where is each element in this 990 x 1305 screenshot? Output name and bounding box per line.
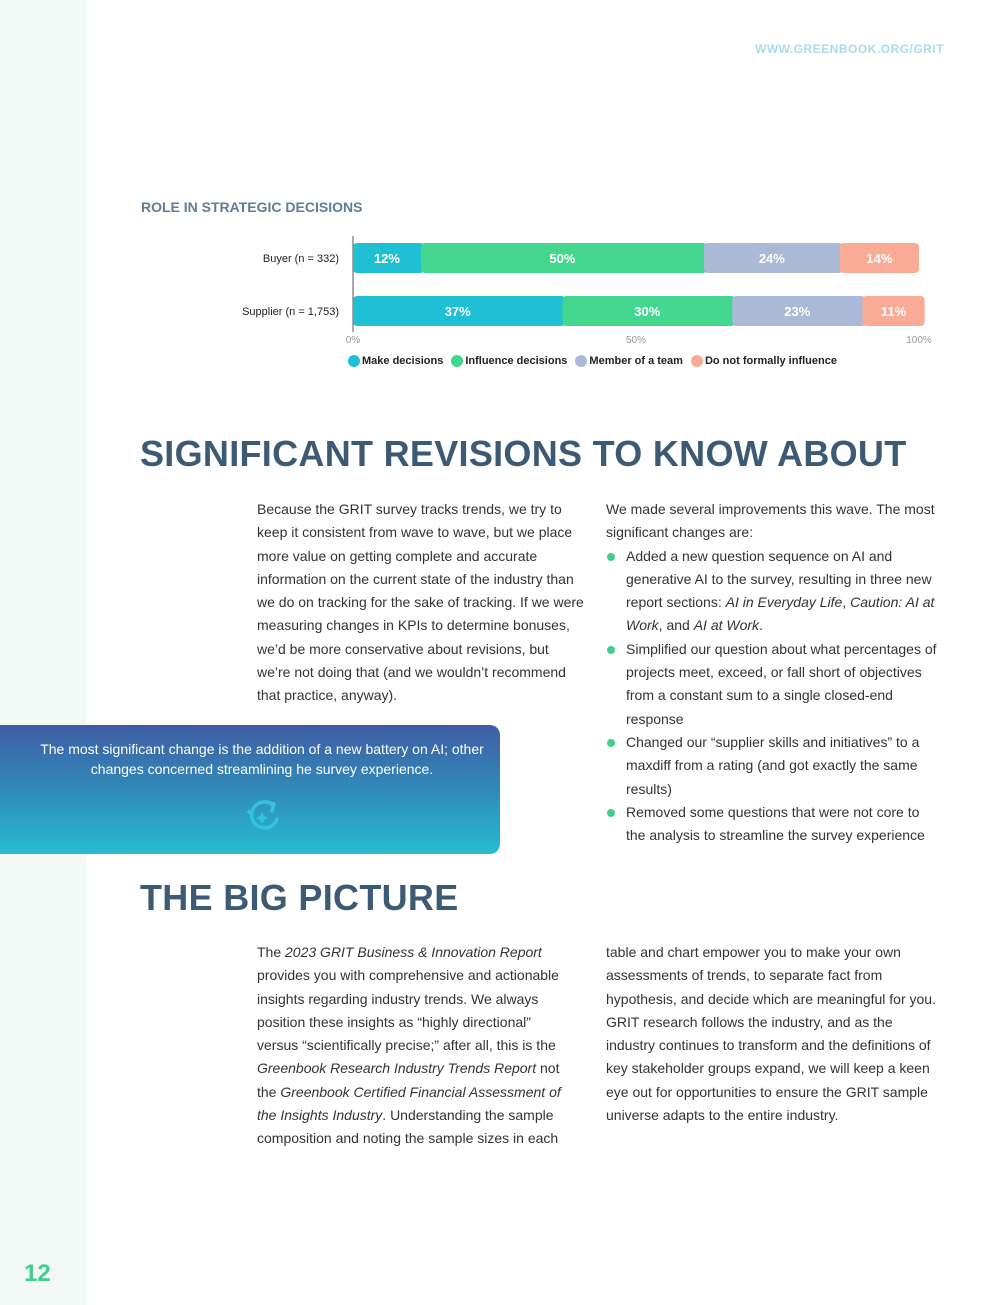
data-label: 37% xyxy=(444,304,471,319)
report-title: 2023 GRIT Business & Innovation Report xyxy=(285,944,542,960)
refresh-ai-icon xyxy=(243,795,285,837)
bullet-item-ai xyxy=(606,545,940,638)
revisions-left-paragraph: Because the GRIT survey tracks trends, we try to keep it consistent from wave to wave, but we place more value on getting complete and accurate information on the current state of the industry than we do on tracking for the sake of tracking. If we were measuring changes in KPIs to determine bonuses, we’d be more conservative about revisions, but we’re not doing that (and we wouldn’t recommend that practice, anyway). xyxy=(257,501,584,704)
bullet-item-removed: Removed some questions that were not core to the analysis to streamline the survey experience xyxy=(606,801,940,848)
callout-box xyxy=(0,725,500,854)
legend-label: Member of a team xyxy=(589,355,683,367)
category-label: Supplier (n = 1,753) xyxy=(242,306,339,318)
callout-text: The most significant change is the addition of a new battery on AI; other changes concerned streamlining he survey experience. xyxy=(40,741,484,777)
bullet-item-percentages: Simplified our question about what percentages of projects meet, exceed, or fall short of objectives from a constant sum to a single closed-end response xyxy=(606,638,940,731)
legend-swatch xyxy=(451,355,463,367)
bullet-text: , and xyxy=(658,617,694,634)
data-label: 23% xyxy=(784,304,811,319)
paragraph-text: The xyxy=(257,944,286,960)
big-picture-left-paragraph xyxy=(257,941,575,1151)
big-picture-left-column xyxy=(257,941,575,1151)
bullet-item-maxdiff: Changed our “supplier skills and initiatives” to a maxdiff from a rating (and got exactly the same results) xyxy=(606,731,940,801)
legend-label: Influence decisions xyxy=(465,355,568,367)
legend-label: Make decisions xyxy=(362,355,444,367)
stacked-bar-chart xyxy=(0,0,990,360)
section-title-revisions: SIGNIFICANT REVISIONS TO KNOW ABOUT xyxy=(140,433,907,474)
chart-title: ROLE IN STRATEGIC DECISIONS xyxy=(141,199,363,215)
data-label: 50% xyxy=(549,251,576,266)
legend-item xyxy=(348,355,443,367)
legend-label: Do not formally influence xyxy=(704,355,837,367)
legend-swatch xyxy=(575,355,587,367)
big-picture-right-column xyxy=(606,941,940,1127)
legend-item xyxy=(691,355,837,367)
paragraph-text: not the xyxy=(257,1060,560,1100)
revisions-right-column xyxy=(606,498,940,847)
revisions-bullet-list xyxy=(606,545,940,848)
legend-swatch xyxy=(348,355,360,367)
category-label: Buyer (n = 332) xyxy=(262,253,339,265)
revisions-left-column xyxy=(257,498,585,708)
data-label: 12% xyxy=(373,251,400,266)
report-title-trends: Greenbook Research Industry Trends Report xyxy=(257,1060,537,1077)
legend-item xyxy=(451,355,567,367)
chart-legend xyxy=(348,355,845,367)
header-url: WWW.GREENBOOK.ORG/GRIT xyxy=(755,42,944,56)
section-name-ai-at-work: AI at Work xyxy=(693,617,760,634)
section-name-caution-ai: Caution: AI at Work xyxy=(626,594,935,634)
bullet-text: . xyxy=(759,617,763,634)
x-tick-label: 50% xyxy=(625,335,647,346)
report-title-financial: Greenbook Certified Financial Assessment of the Insights Industry xyxy=(257,1083,561,1124)
data-label: 14% xyxy=(866,251,893,266)
x-tick-label: 100% xyxy=(906,335,932,346)
legend-swatch xyxy=(691,355,703,367)
bullet-text: , xyxy=(842,594,851,611)
data-label: 24% xyxy=(758,251,785,266)
big-picture-right-paragraph: table and chart empower you to make your own assessments of trends, to separate fact from hypothesis, and decide which are meaningful for you. GRIT research follows the industry, and as the industry continues to transform and the definitions of key stakeholder groups expand, we will keep a keen eye out for opportunities to ensure the GRIT sample universe adapts to the entire industry. xyxy=(606,944,936,1124)
page-number: 12 xyxy=(24,1260,51,1287)
data-label: 30% xyxy=(634,304,661,319)
data-label: 11% xyxy=(880,304,907,319)
legend-item xyxy=(575,355,683,367)
paragraph-text: provides you with comprehensive and actionable insights regarding industry trends. We always position these insights as “highly directional” versus “scientifically precise;” after all, this is the xyxy=(257,967,559,1054)
x-tick-label: 0% xyxy=(345,335,361,346)
bullet-text: Added a new question sequence on AI and generative AI to the survey, resulting in three new report sections: xyxy=(626,547,932,611)
paragraph-text: . Understanding the sample composition and noting the sample sizes in each xyxy=(257,1107,559,1147)
section-title-big-picture: THE BIG PICTURE xyxy=(140,877,459,918)
section-name-everyday-ai: AI in Everyday Life xyxy=(725,594,843,611)
revisions-intro: We made several improvements this wave. The most significant changes are: xyxy=(606,501,935,541)
